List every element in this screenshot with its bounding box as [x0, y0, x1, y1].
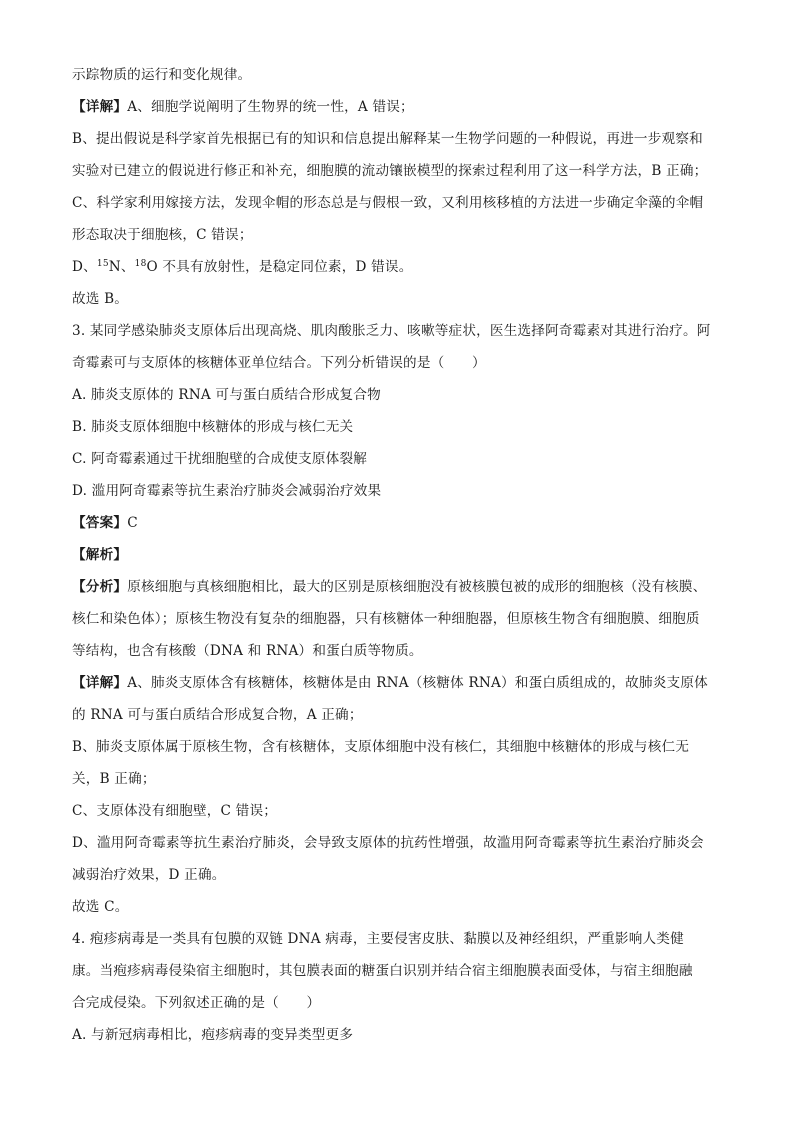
text-line: 示踪物质的运行和变化规律。 — [72, 67, 252, 83]
answer-line — [72, 514, 722, 532]
text-line: B、提出假说是科学家首先根据已有的知识和信息提出解释某一生物学问题的一种假说，再进一步观察和 — [72, 131, 703, 147]
text-line — [72, 98, 722, 116]
analysis-heading — [72, 546, 722, 564]
text-line: 核仁和染色体）；原核生物没有复杂的细胞器，只有核糖体一种细胞器，但原核生物含有细胞膜、细胞质 — [72, 611, 700, 627]
section-tag: 【解析】 — [72, 547, 128, 563]
option-c: C. 阿奇霉素通过干扰细胞壁的合成使支原体裂解 — [72, 451, 368, 467]
text-line: B、肺炎支原体属于原核生物，含有核糖体，支原体细胞中没有核仁，其细胞中核糖体的形成与核仁无 — [72, 739, 690, 755]
text-line: D、滥用阿奇霉素等抗生素治疗肺炎，会导致支原体的抗药性增强，故滥用阿奇霉素等抗生素治疗肺炎会 — [72, 835, 704, 851]
text-line — [72, 258, 722, 276]
line-text: A、细胞学说阐明了生物界的统一性，A 错误； — [127, 99, 414, 115]
text-line: 实验对已建立的假说进行修正和补充，细胞膜的流动镶嵌模型的探索过程利用了这一科学方法，B 正确； — [72, 163, 708, 179]
question-text: 康。当疱疹病毒侵染宿主细胞时，其包膜表面的糖蛋白识别并结合宿主细胞膜表面受体，与宿主细胞融 — [72, 963, 693, 979]
text-line: 故选 B。 — [72, 291, 129, 307]
text-line — [72, 578, 722, 596]
section-tag: 【分析】 — [72, 579, 128, 595]
option-d: D. 滥用阿奇霉素等抗生素治疗肺炎会减弱治疗效果 — [72, 483, 382, 499]
line-text: A、肺炎支原体含有核糖体，核糖体是由 RNA（核糖体 RNA）和蛋白质组成的，故肺炎支原体 — [127, 675, 708, 691]
option-b: B. 肺炎支原体细胞中核糖体的形成与核仁无关 — [72, 419, 354, 435]
section-tag: 【答案】 — [72, 515, 128, 531]
line-text: O 不具有放射性，是稳定同位素，D 错误。 — [146, 259, 413, 275]
text-line: 减弱治疗效果，D 正确。 — [72, 867, 226, 883]
section-tag: 【详解】 — [72, 99, 128, 115]
text-line: 故选 C。 — [72, 899, 129, 915]
isotope-mass: 15 — [96, 259, 109, 269]
question-text: 3. 某同学感染肺炎支原体后出现高烧、肌肉酸胀乏力、咳嗽等症状，医生选择阿奇霉素对其进行治疗。阿 — [72, 323, 711, 339]
text-line: 关，B 正确； — [72, 771, 156, 787]
option-a: A. 肺炎支原体的 RNA 可与蛋白质结合形成复合物 — [72, 387, 381, 403]
question-text: 合完成侵染。下列叙述正确的是（ ） — [72, 995, 321, 1011]
text-line: C、支原体没有细胞壁，C 错误； — [72, 803, 278, 819]
line-text: N、 — [108, 259, 135, 275]
line-text: D、 — [72, 259, 97, 275]
question-text: 4. 疱疹病毒是一类具有包膜的双链 DNA 病毒，主要侵害皮肤、黏膜以及神经组织，严重影响人类健 — [72, 931, 684, 947]
text-line: 等结构，也含有核酸（DNA 和 RNA）和蛋白质等物质。 — [72, 643, 423, 659]
text-line — [72, 674, 722, 692]
option-a: A. 与新冠病毒相比，疱疹病毒的变异类型更多 — [72, 1027, 354, 1043]
line-text: 原核细胞与真核细胞相比，最大的区别是原核细胞没有被核膜包被的成形的细胞核（没有核膜、 — [127, 579, 707, 595]
answer-value: C — [127, 515, 138, 531]
text-line: C、科学家利用嫁接方法，发现伞帽的形态总是与假根一致，又利用核移植的方法进一步确定伞藻的伞帽 — [72, 195, 704, 211]
section-tag: 【详解】 — [72, 675, 128, 691]
text-line: 的 RNA 可与蛋白质结合形成复合物，A 正确； — [72, 707, 363, 723]
question-text: 奇霉素可与支原体的核糖体亚单位结合。下列分析错误的是（ ） — [72, 355, 486, 371]
text-line: 形态取决于细胞核，C 错误； — [72, 227, 253, 243]
isotope-mass: 18 — [134, 259, 147, 269]
